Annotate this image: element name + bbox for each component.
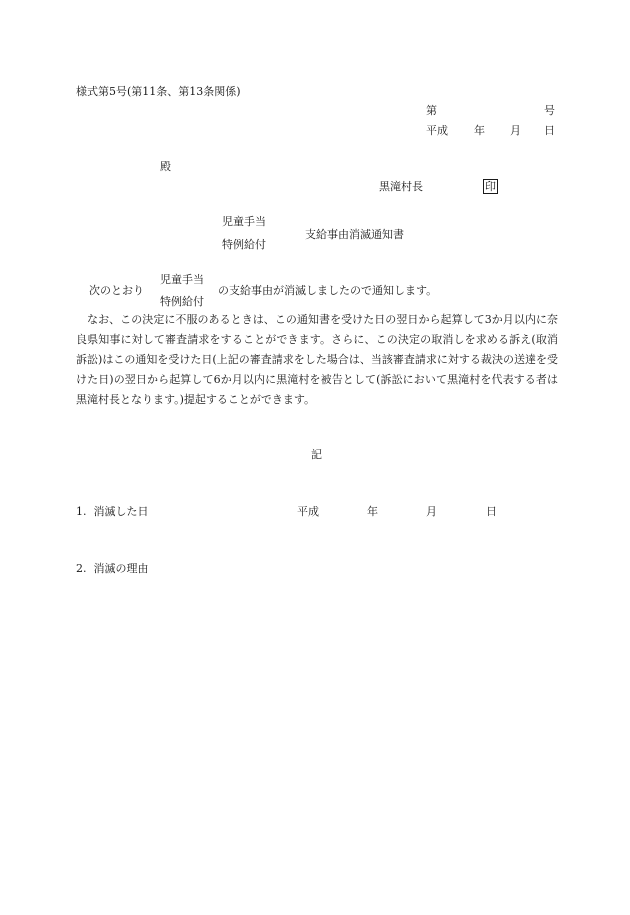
ki-heading: 記 [311,448,322,461]
sender-title: 黒滝村長 [379,180,423,193]
doc-number-suffix: 号 [544,104,555,117]
seal-char: 印 [485,180,496,193]
item1-label: 1. 消滅した日 [76,505,149,518]
appeal-paragraph [76,310,558,410]
date-year: 年 [474,124,485,137]
addressee-honorific: 殿 [160,160,171,173]
seal-mark [483,179,498,194]
date-era: 平成 [426,124,448,137]
intro-tail: の支給事由が消滅しましたので通知します。 [218,284,438,297]
intro-option-child-allowance: 児童手当 [160,273,204,286]
item1-year: 年 [367,505,378,518]
doc-number-prefix: 第 [426,104,437,117]
title-option-special-benefit: 特例給付 [222,238,266,251]
document-title: 支給事由消滅通知書 [305,228,404,241]
item1-day: 日 [486,505,497,518]
appeal-text: なお、この決定に不服のあるときは、この通知書を受けた日の翌日から起算して3か月以内に奈良県知事に対して審査請求をすることができます。さらに、この決定の取消しを求める訴え(取消訴訟)はこの通知を受けた日(上記の審査請求をした場合は、当該審査請求に対する裁決の送達を受けた日)の翌日から起算して6か月以内に黒滝村を被告として(訴訟において黒滝村を代表する者は黒滝村長となります。)提起することができます。 [76,313,558,406]
date-month: 月 [510,124,521,137]
intro-lead: 次のとおり [89,284,144,297]
title-option-child-allowance: 児童手当 [222,215,266,228]
form-number-header: 様式第5号(第11条、第13条関係) [76,85,241,98]
item2-label: 2. 消滅の理由 [76,562,149,575]
item1-era: 平成 [297,505,319,518]
date-day: 日 [544,124,555,137]
item1-month: 月 [426,505,437,518]
intro-option-special-benefit: 特例給付 [160,295,204,308]
